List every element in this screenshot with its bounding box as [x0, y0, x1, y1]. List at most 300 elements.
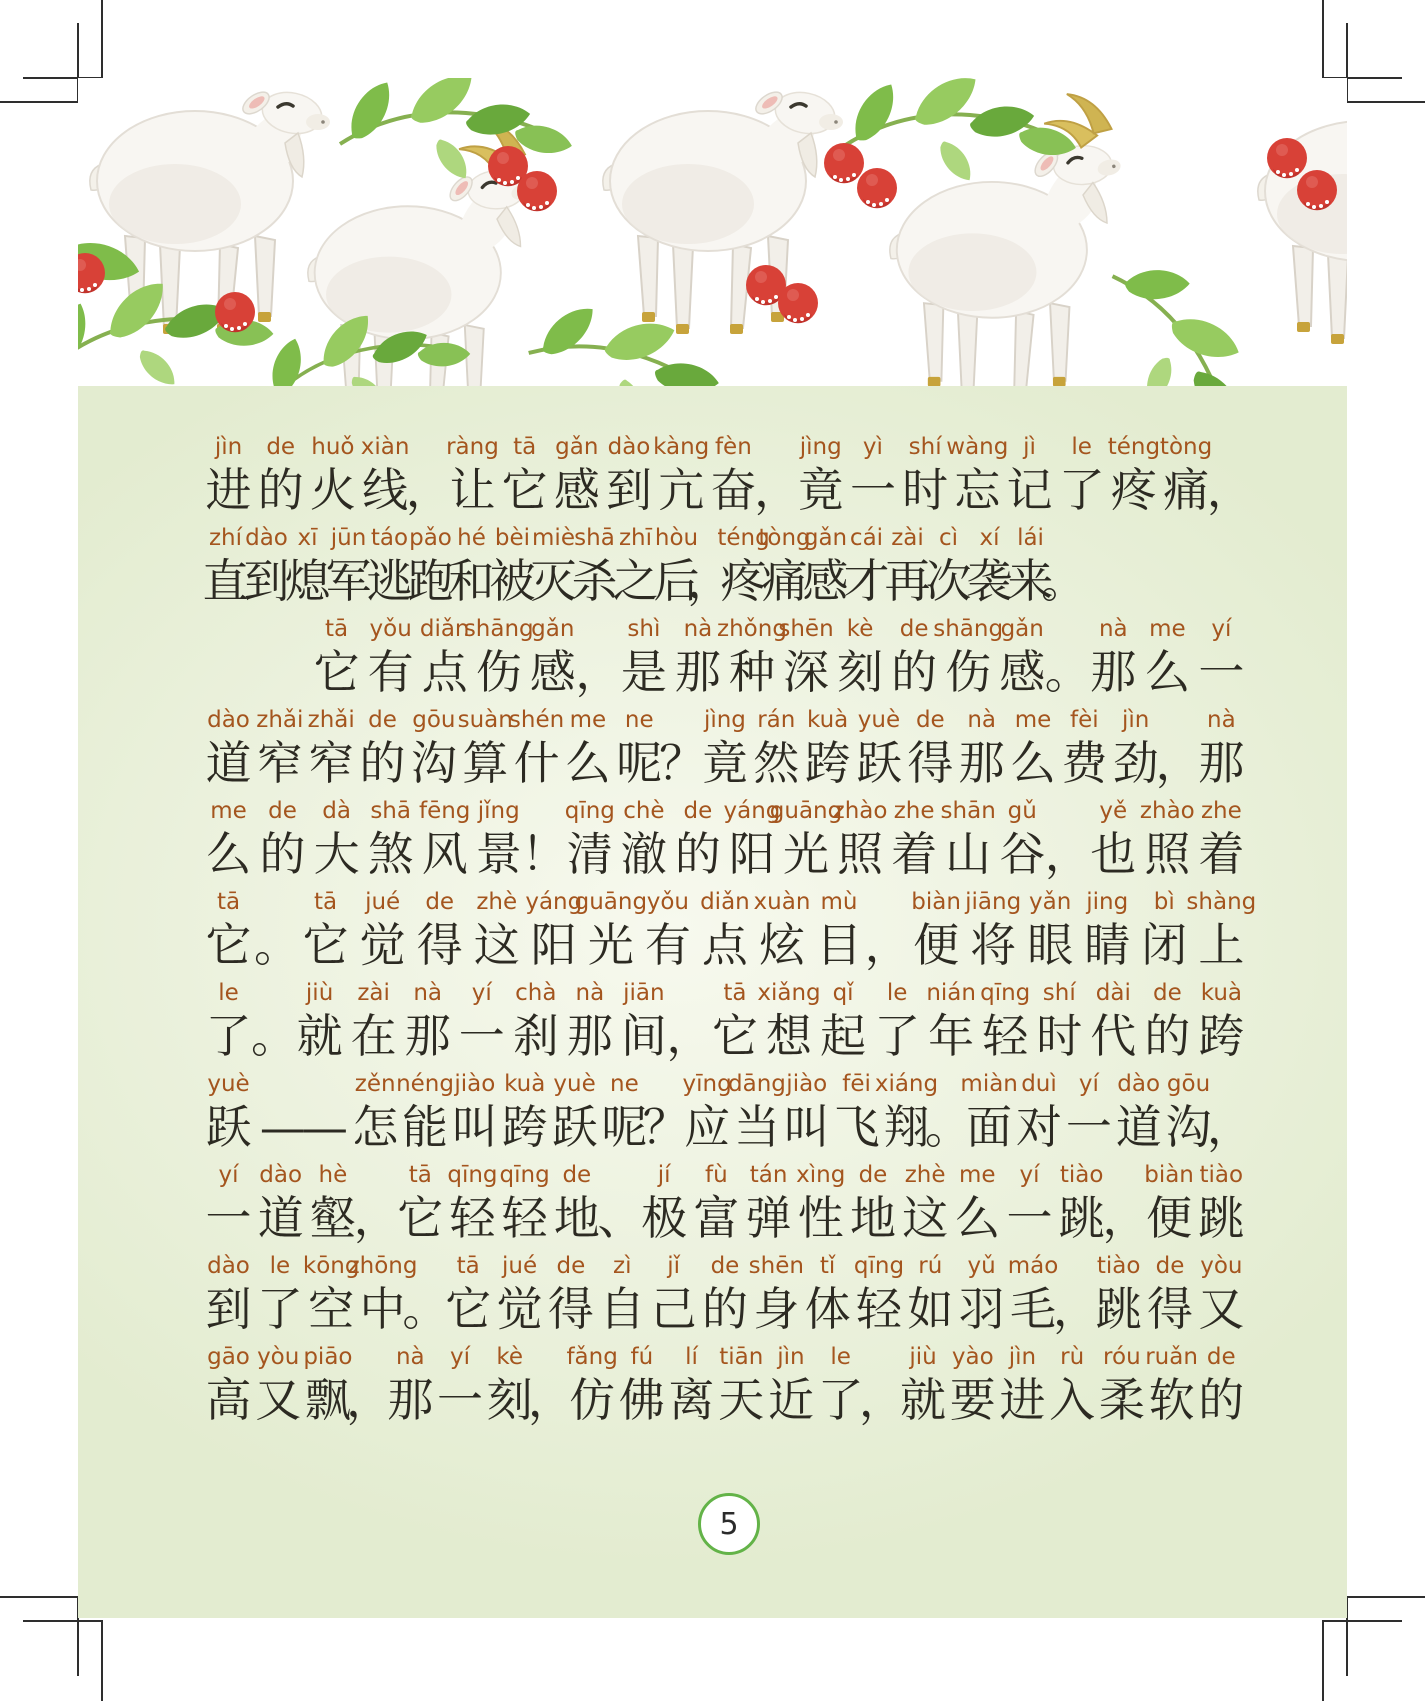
pinyin-annotation: yí: [471, 980, 492, 1006]
char-cell: [309, 1162, 356, 1245]
hanzi-char: 阳: [728, 826, 775, 881]
hanzi-char: 么: [1144, 644, 1191, 699]
hanzi-char: 疼: [720, 553, 767, 608]
pinyin-annotation: tiào: [1059, 1162, 1104, 1188]
char-cell: [445, 1253, 492, 1336]
hanzi-char: 那: [674, 644, 721, 699]
hanzi-char: 照: [1144, 826, 1191, 881]
hanzi-char: 呢: [601, 1099, 648, 1154]
hanzi-char: 一: [849, 462, 896, 517]
char-cell: [1155, 707, 1202, 790]
pinyin-annotation: lí: [685, 1344, 698, 1370]
pinyin-annotation: jiào: [786, 1071, 828, 1097]
pinyin-annotation: le: [830, 1344, 851, 1370]
char-cell: [940, 798, 996, 881]
char-cell: [1052, 1253, 1099, 1336]
hanzi-char: 时: [1036, 1008, 1083, 1063]
hanzi-char: 道: [1115, 1099, 1162, 1154]
hanzi-char: 跃: [551, 1099, 598, 1154]
char-cell: [303, 1344, 353, 1427]
pinyin-annotation: shā: [370, 798, 411, 824]
hanzi-char: 的: [257, 462, 304, 517]
pinyin-annotation: néng: [396, 1071, 454, 1097]
pinyin-annotation: táo: [370, 525, 409, 551]
char-cell: [1007, 1253, 1059, 1336]
pinyin-annotation: dào: [245, 525, 288, 551]
hanzi-char: 点: [701, 917, 748, 972]
hanzi-char: 费: [1061, 735, 1108, 790]
char-cell: [496, 1253, 543, 1336]
pinyin-annotation: zài: [357, 980, 390, 1006]
char-cell: [958, 1253, 1005, 1336]
char-cell: [925, 525, 972, 608]
char-cell: [778, 616, 834, 699]
char-cell: [599, 1253, 646, 1336]
hanzi-char: 又: [255, 1372, 302, 1427]
hanzi-char: 次: [925, 553, 972, 608]
char-cell: [693, 1162, 740, 1245]
pinyin-annotation: kè: [846, 616, 874, 642]
pinyin-annotation: hè: [318, 1162, 348, 1188]
char-cell: [682, 1071, 732, 1154]
char-cell: [1027, 889, 1074, 972]
pinyin-annotation: nà: [413, 980, 443, 1006]
pinyin-annotation: zhào: [1139, 798, 1195, 824]
hanzi-char: 亢: [658, 462, 705, 517]
text-line: [205, 707, 1245, 790]
char-cell: [1145, 1344, 1198, 1427]
char-cell: [255, 1344, 302, 1427]
indent-space: [205, 616, 252, 696]
hanzi-char: 那: [1198, 735, 1245, 790]
char-cell: [666, 980, 713, 1063]
hanzi-char: 伤: [475, 644, 522, 699]
char-cell: [564, 798, 615, 881]
hanzi-char: 柔: [1098, 1372, 1145, 1427]
pinyin-annotation: bì: [1153, 889, 1175, 915]
pinyin-annotation: guāng: [769, 798, 843, 824]
pinyin-annotation: fù: [705, 1162, 728, 1188]
char-cell: [346, 1344, 393, 1427]
pinyin-annotation: xiàn: [360, 434, 410, 460]
hanzi-char: 高: [205, 1372, 252, 1427]
char-cell: [251, 980, 298, 1063]
char-cell: [547, 1253, 594, 1336]
pinyin-annotation: me: [959, 1162, 996, 1188]
text-line: [205, 798, 1245, 881]
hanzi-char: 窄: [256, 735, 303, 790]
pinyin-annotation: dào: [1117, 1071, 1161, 1097]
pinyin-annotation: shān: [940, 798, 996, 824]
char-cell: [796, 1162, 846, 1245]
pinyin-annotation: nà: [683, 616, 713, 642]
char-cell: [644, 889, 691, 972]
pinyin-annotation: jìng: [703, 707, 746, 733]
pinyin-annotation: dāng: [728, 1071, 786, 1097]
pinyin-annotation: yí: [1019, 1162, 1040, 1188]
pinyin-annotation: nà: [1207, 707, 1236, 733]
pinyin-annotation: biàn: [911, 889, 961, 915]
hanzi-char: 澈: [620, 826, 667, 881]
char-cell: [205, 1071, 252, 1154]
hanzi-char: 杀: [571, 553, 618, 608]
pinyin-annotation: nà: [575, 980, 605, 1006]
pinyin-annotation: xiǎng: [757, 980, 821, 1006]
char-cell: [718, 1344, 765, 1427]
pinyin-annotation: zì: [613, 1253, 632, 1279]
hanzi-char: 轻: [449, 1190, 496, 1245]
pinyin-annotation: pǎo: [409, 525, 452, 551]
hanzi-char: ，: [1052, 1281, 1099, 1336]
hanzi-char: 它: [397, 1190, 444, 1245]
char-cell: [259, 798, 306, 881]
char-cell: [313, 616, 360, 699]
char-cell: [717, 616, 787, 699]
hanzi-char: 沟: [1165, 1099, 1212, 1154]
hanzi-char: 直: [202, 553, 249, 608]
pinyin-annotation: ràng: [446, 434, 499, 460]
hanzi-char: 感: [553, 462, 600, 517]
pinyin-annotation: tā: [216, 889, 241, 915]
char-cell: [754, 434, 801, 517]
char-cell: [1198, 980, 1245, 1063]
pinyin-annotation: tiào: [1096, 1253, 1141, 1279]
char-cell: [710, 434, 757, 517]
char-cell: [1058, 434, 1105, 517]
hanzi-char: 记: [1006, 462, 1053, 517]
char-cell: [1010, 707, 1057, 790]
content-panel: [78, 386, 1347, 1618]
char-cell: [463, 616, 534, 699]
hanzi-char: 点: [421, 644, 468, 699]
pinyin-annotation: téng: [1107, 434, 1161, 460]
hanzi-char: 景: [475, 826, 522, 881]
char-cell: [650, 1253, 697, 1336]
hanzi-char: 谷: [999, 826, 1046, 881]
char-cell: [574, 889, 648, 972]
hanzi-char: 得: [416, 917, 463, 972]
hanzi-char: 得: [1147, 1281, 1194, 1336]
pinyin-annotation: jing: [1086, 889, 1129, 915]
hanzi-char: 进: [999, 1372, 1046, 1427]
hanzi-char: 年: [928, 1008, 975, 1063]
char-cell: [325, 525, 372, 608]
hanzi-char: 感: [999, 644, 1046, 699]
hanzi-char: 也: [1090, 826, 1137, 881]
pinyin-annotation: dào: [259, 1162, 303, 1188]
hanzi-char: 后: [653, 553, 700, 608]
pinyin-annotation: me: [210, 798, 247, 824]
char-cell: [843, 525, 890, 608]
hanzi-char: 窄: [308, 735, 355, 790]
hanzi-char: 忘: [954, 462, 1001, 517]
char-cell: [525, 889, 583, 972]
char-cell: [1147, 1253, 1194, 1336]
char-cell: [642, 1071, 689, 1154]
pinyin-annotation: jí: [657, 1162, 671, 1188]
char-cell: [748, 1253, 804, 1336]
char-cell: [753, 889, 811, 972]
char-cell: [243, 525, 290, 608]
hanzi-char: ，: [1102, 1190, 1149, 1245]
char-cell: [512, 980, 559, 1063]
pinyin-annotation: de: [858, 1162, 888, 1188]
hanzi-char: 深: [783, 644, 830, 699]
hanzi-char: 便: [1146, 1190, 1193, 1245]
pinyin-annotation: jǐ: [667, 1253, 680, 1279]
hanzi-char: 有: [367, 644, 414, 699]
char-cell: [437, 1344, 484, 1427]
char-cell: [359, 707, 406, 790]
hanzi-char: 睛: [1084, 917, 1131, 972]
pinyin-annotation: tǐ: [819, 1253, 836, 1279]
char-cell: [1095, 1253, 1142, 1336]
hanzi-char: 了: [256, 1281, 303, 1336]
char-cell: [307, 707, 355, 790]
char-cell: [1186, 889, 1257, 972]
pinyin-annotation: kuà: [504, 1071, 546, 1097]
char-cell: [205, 798, 252, 881]
char-cell: [387, 1344, 434, 1427]
char-cell: [1115, 1071, 1162, 1154]
hanzi-char: 它: [501, 462, 548, 517]
char-cell: [1006, 434, 1053, 517]
hanzi-char: 的: [674, 826, 721, 881]
hanzi-char: 劲: [1112, 735, 1159, 790]
hanzi-char: 它: [313, 644, 360, 699]
pinyin-annotation: rú: [918, 1253, 943, 1279]
hanzi-char: ，: [858, 1372, 905, 1427]
pinyin-annotation: fèn: [714, 434, 752, 460]
pinyin-annotation: de: [268, 798, 297, 824]
pinyin-annotation: huǒ: [311, 434, 355, 460]
hanzi-char: 应: [684, 1099, 731, 1154]
hanzi-char: 一: [205, 1190, 252, 1245]
pinyin-annotation: yí: [1211, 616, 1232, 642]
hanzi-char: 什: [513, 735, 560, 790]
pinyin-annotation: fǎng: [566, 1344, 618, 1370]
hanzi-char: 它: [205, 917, 252, 972]
pinyin-annotation: nà: [395, 1344, 425, 1370]
pinyin-annotation: jué: [365, 889, 401, 915]
char-cell: [1041, 525, 1087, 608]
text-line: [205, 980, 1245, 1063]
hanzi-char: 炫: [758, 917, 805, 972]
pinyin-annotation: fēi: [842, 1071, 871, 1097]
pinyin-annotation: yuè: [553, 1071, 596, 1097]
hanzi-char: 空: [308, 1281, 355, 1336]
hanzi-char: 了: [817, 1372, 864, 1427]
hanzi-char: ？: [642, 1099, 689, 1154]
pinyin-annotation: shí: [1042, 980, 1076, 1006]
pinyin-annotation: ne: [624, 707, 654, 733]
hanzi-char: 的: [701, 1281, 748, 1336]
char-cell: [284, 525, 331, 608]
pinyin-annotation: gǎn: [531, 616, 575, 642]
pinyin-annotation: yí: [1078, 1071, 1099, 1097]
char-cell: [309, 434, 356, 517]
hanzi-char: 到: [243, 553, 290, 608]
char-cell: [396, 1071, 454, 1154]
char-cell: [1044, 798, 1091, 881]
pinyin-annotation: tā: [325, 616, 349, 642]
hanzi-char: 有: [644, 917, 691, 972]
char-cell: [907, 1253, 954, 1336]
char-cell: [521, 798, 568, 881]
pinyin-annotation: shāng: [933, 616, 1004, 642]
goat-pattern-illustration: [78, 78, 1347, 386]
hanzi-char: 跑: [407, 553, 454, 608]
char-cell: [501, 434, 548, 517]
char-cell: [849, 434, 896, 517]
hanzi-char: 如: [907, 1281, 954, 1336]
hanzi-char: 让: [449, 462, 496, 517]
hanzi-char: 之: [612, 553, 659, 608]
char-cell: [820, 980, 867, 1063]
pinyin-annotation: chà: [515, 980, 557, 1006]
hanzi-char: 。: [251, 1008, 298, 1063]
pinyin-annotation: rán: [757, 707, 796, 733]
hanzi-char: 一: [437, 1372, 484, 1427]
hanzi-char: 飞: [833, 1099, 880, 1154]
hanzi-char: 跳: [1095, 1281, 1142, 1336]
char-cell: [933, 616, 1004, 699]
hanzi-char: ，: [405, 462, 452, 517]
hanzi-char: 起: [820, 1008, 867, 1063]
hanzi-char: 跨: [1198, 1008, 1245, 1063]
char-cell: [958, 707, 1005, 790]
pinyin-annotation: gǎn: [555, 434, 599, 460]
char-cell: [486, 1344, 533, 1427]
hanzi-char: 么: [564, 735, 611, 790]
hanzi-char: 得: [907, 735, 954, 790]
hanzi-char: ，: [687, 553, 733, 608]
pinyin-annotation: yǒu: [369, 616, 412, 642]
hanzi-char: 了: [1058, 462, 1105, 517]
char-cell: [458, 980, 505, 1063]
page-number-badge: [698, 1493, 760, 1555]
char-cell: [849, 1162, 896, 1245]
char-cell: [473, 889, 520, 972]
pinyin-annotation: de: [368, 707, 397, 733]
char-cell: [202, 525, 249, 608]
pinyin-annotation: qīng: [853, 1253, 905, 1279]
hanzi-char: 一: [1006, 1190, 1053, 1245]
pinyin-annotation: fú: [630, 1344, 654, 1370]
pinyin-annotation: de: [1155, 1253, 1185, 1279]
char-cell: [620, 616, 667, 699]
char-cell: [205, 1162, 252, 1245]
hanzi-char: 时: [902, 462, 949, 517]
hanzi-char: 中: [359, 1281, 406, 1336]
char-cell: [1090, 616, 1137, 699]
hanzi-char: 感: [529, 644, 576, 699]
pinyin-annotation: ruǎn: [1145, 1344, 1198, 1370]
char-cell: [1198, 707, 1245, 790]
hanzi-char: ，: [353, 1190, 400, 1245]
pinyin-annotation: de: [915, 707, 945, 733]
pinyin-annotation: xìng: [796, 1162, 846, 1188]
char-cell: [757, 980, 821, 1063]
hanzi-char: 光: [783, 826, 830, 881]
char-cell: [353, 1162, 400, 1245]
char-cell: [419, 616, 470, 699]
hanzi-char: 身: [753, 1281, 800, 1336]
hanzi-char: 刻: [837, 644, 884, 699]
char-cell: [302, 889, 349, 972]
char-cell: [564, 707, 611, 790]
pinyin-annotation: jiān: [623, 980, 665, 1006]
char-cell: [1044, 616, 1091, 699]
hanzi-char: 近: [767, 1372, 814, 1427]
pinyin-annotation: miàn: [960, 1071, 1018, 1097]
pinyin-annotation: ne: [610, 1071, 639, 1097]
char-cell: [397, 1162, 444, 1245]
char-cell: [837, 616, 884, 699]
pinyin-annotation: le: [886, 980, 908, 1006]
pinyin-annotation: de: [556, 1253, 586, 1279]
char-cell: [1198, 1344, 1245, 1427]
pinyin-annotation: de: [1206, 1344, 1236, 1370]
char-cell: [407, 525, 454, 608]
pinyin-annotation: de: [266, 434, 296, 460]
pinyin-annotation: me: [1149, 616, 1186, 642]
pinyin-annotation: zài: [891, 525, 924, 551]
char-cell: [1016, 1071, 1063, 1154]
pinyin-annotation: diǎn: [419, 616, 470, 642]
hanzi-char: 么: [1010, 735, 1056, 790]
char-cell: [451, 1071, 498, 1154]
char-cell: [612, 525, 659, 608]
pinyin-annotation: yí: [218, 1162, 239, 1188]
hanzi-char: 跨: [501, 1099, 548, 1154]
char-cell: [641, 1162, 688, 1245]
char-cell: [620, 798, 667, 881]
hanzi-char: 的: [259, 826, 306, 881]
char-cell: [1036, 980, 1083, 1063]
char-cell: [1159, 434, 1213, 517]
hanzi-char: 的: [1198, 1372, 1245, 1427]
pinyin-annotation: gǎn: [1000, 616, 1044, 642]
char-cell: [833, 1071, 880, 1154]
char-cell: [668, 1344, 715, 1427]
hanzi-char: ——: [259, 1099, 344, 1154]
pinyin-annotation: yuè: [857, 707, 901, 733]
hanzi-char: 么: [954, 1190, 1001, 1245]
pinyin-annotation: dào: [207, 1253, 250, 1279]
char-cell: [674, 616, 721, 699]
pinyin-annotation: róu: [1103, 1344, 1141, 1370]
pinyin-annotation: kuà: [1200, 980, 1243, 1006]
char-cell: [366, 525, 413, 608]
char-cell: [653, 434, 710, 517]
hanzi-char: 地: [849, 1190, 896, 1245]
hanzi-char: 要: [949, 1372, 996, 1427]
hanzi-char: 照: [837, 826, 884, 881]
pinyin-annotation: jìn: [777, 1344, 805, 1370]
hanzi-char: 富: [693, 1190, 740, 1245]
pinyin-annotation: kè: [496, 1344, 524, 1370]
pinyin-annotation: jiào: [454, 1071, 496, 1097]
hanzi-char: 刹: [512, 1008, 559, 1063]
hanzi-char: 毛: [1010, 1281, 1056, 1336]
char-cell: [347, 1253, 418, 1336]
pinyin-annotation: me: [1014, 707, 1052, 733]
pinyin-annotation: hòu: [654, 525, 699, 551]
pinyin-annotation: zhōng: [347, 1253, 418, 1279]
hanzi-char: 叫: [451, 1099, 498, 1154]
char-cell: [1198, 798, 1245, 881]
